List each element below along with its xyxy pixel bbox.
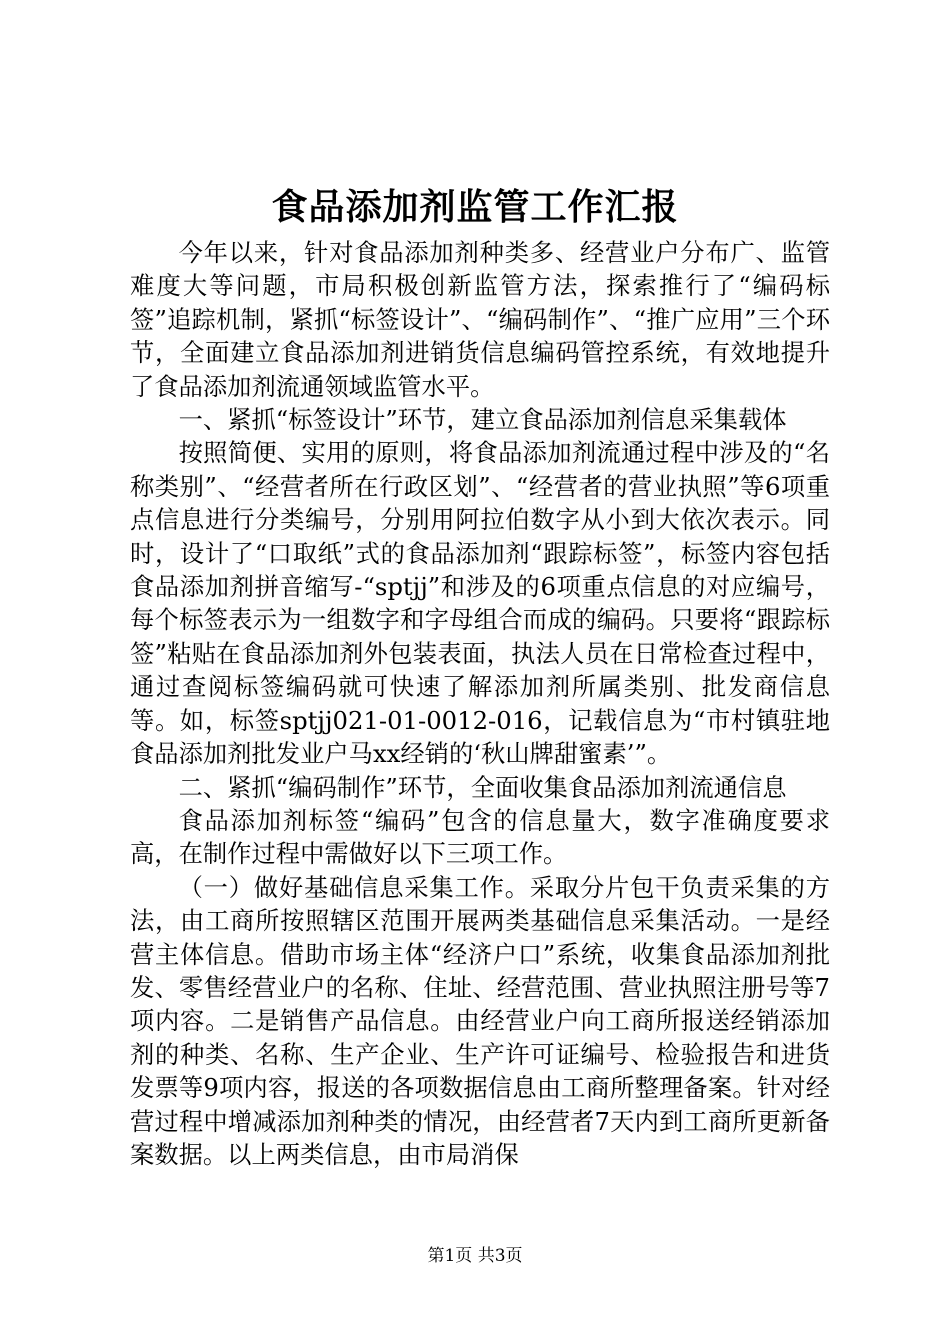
section-heading-code-making: 二、紧抓“编码制作”环节，全面收集食品添加剂流通信息 (178, 772, 787, 802)
paragraph-code-making: 食品添加剂标签“编码”包含的信息量大，数字准确度要求高，在制作过程中需做好以下三项工作。 (130, 805, 830, 869)
paragraph-label-design: 按照简便、实用的原则，将食品添加剂流通过程中涉及的“名称类别”、“经营者所在行政区划”、“经营者的营业执照”等6项重点信息进行分类编号，分别用阿拉伯数字从小到大依次表示。同时，设计了“口取纸”式的食品添加剂“跟踪标签”，标签内容包括食品添加剂拼音缩写-“sptjj”和涉及的6项重点信息的对应编号，每个标签表示为一组数字和字母组合而成的编码。只要将“跟踪标签”粘贴在食品添加剂外包装表面，执法人员在日常检查过程中，通过查阅标签编码就可快速了解添加剂所属类别、批发商信息等。如，标签sptjj021-01-0012-016，记载信息为“市村镇驻地食品添加剂批发业户马xx经销的‘秋山牌甜蜜素’”。 (130, 438, 830, 769)
page-footer: 第1页 共3页 (427, 1246, 523, 1266)
paragraph-intro: 今年以来，针对食品添加剂种类多、经营业户分布广、监管难度大等问题，市局积极创新监管方法，探索推行了“编码标签”追踪机制，紧抓“标签设计”、“编码制作”、“推广应用”三个环节，全面建立食品添加剂进销货信息编码管控系统，有效地提升了食品添加剂流通领域监管水平。 (130, 238, 830, 401)
document-title: 食品添加剂监管工作汇报 (271, 186, 679, 228)
section-heading-label-design: 一、紧抓“标签设计”环节，建立食品添加剂信息采集载体 (178, 405, 787, 435)
document-body (130, 236, 830, 1171)
paragraph-basic-info-collection: （一）做好基础信息采集工作。采取分片包干负责采集的方法，由工商所按照辖区范围开展两类基础信息采集活动。一是经营主体信息。借助市场主体“经济户口”系统，收集食品添加剂批发、零售经营业户的名称、住址、经营范围、营业执照注册号等7项内容。二是销售产品信息。由经营业户向工商所报送经销添加剂的种类、名称、生产企业、生产许可证编号、检验报告和进货发票等9项内容，报送的各项数据信息由工商所整理备案。针对经营过程中增减添加剂种类的情况，由经营者7天内到工商所更新备案数据。以上两类信息，由市局消保 (130, 872, 830, 1169)
